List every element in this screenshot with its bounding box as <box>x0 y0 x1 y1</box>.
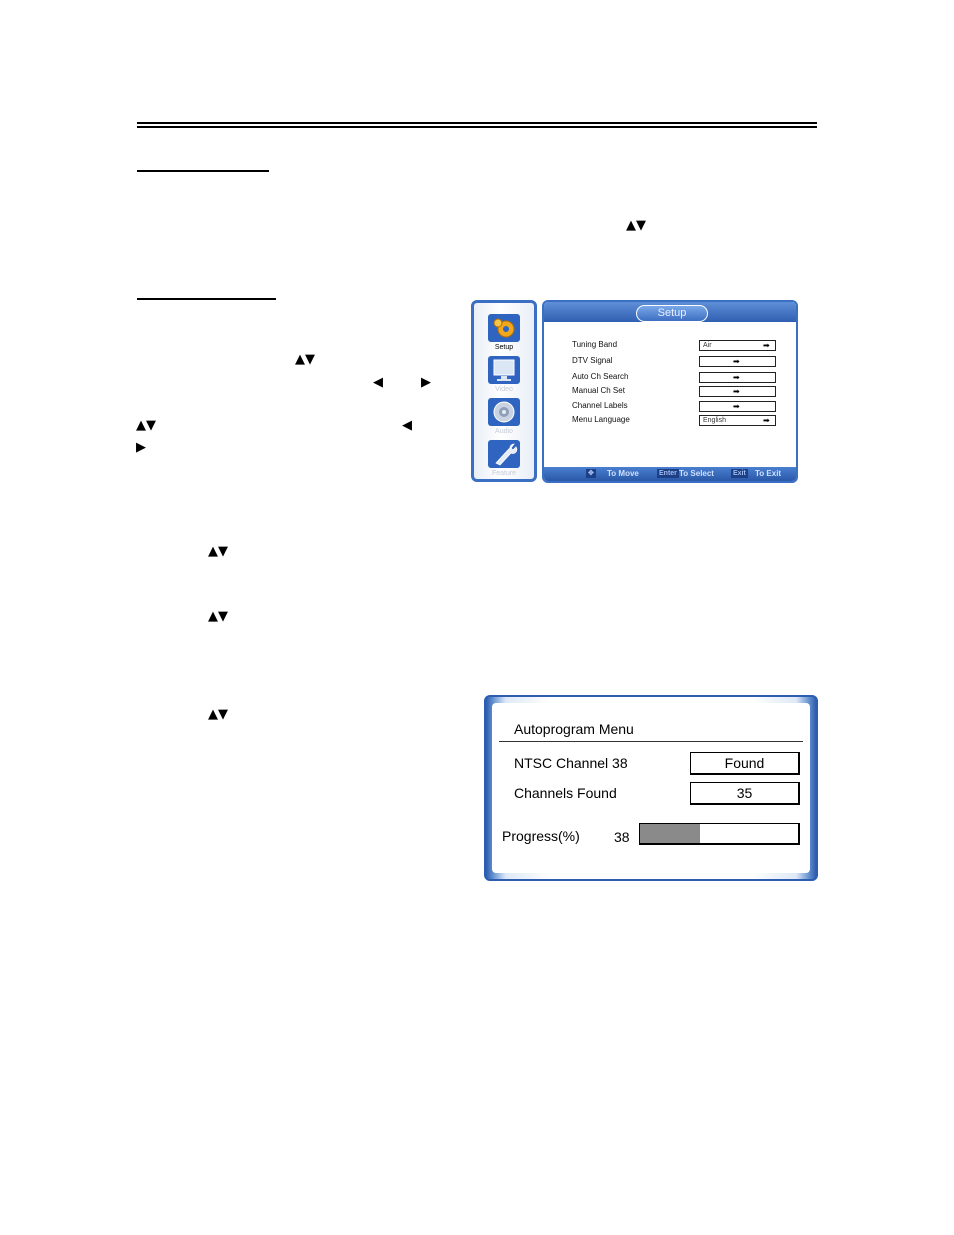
exit-key-badge: Exit <box>733 470 746 477</box>
sidebar-item-audio[interactable] <box>474 397 534 436</box>
setting-value-channel-labels[interactable] <box>699 401 776 412</box>
right-arrow-icon: ▶ <box>136 440 146 455</box>
right-arrow-icon: ➡ <box>763 416 770 425</box>
channels-found-count-box: 35 <box>690 782 800 805</box>
left-arrow-icon: ◀ <box>402 418 412 433</box>
setting-value-manual-ch-set[interactable] <box>699 386 776 397</box>
up-down-arrows-icon: ▲▼ <box>626 218 646 233</box>
right-arrow-icon: ▶ <box>421 375 431 390</box>
setting-value-tuning-band[interactable]: Air ➡ <box>699 340 776 351</box>
section-2-heading-underline <box>137 298 276 300</box>
enter-key-badge: Enter <box>659 470 677 477</box>
gear-icon <box>487 313 521 343</box>
header-rule-top <box>137 122 817 124</box>
setup-osd-help-bar <box>544 467 796 481</box>
speaker-icon <box>487 397 521 427</box>
setting-label-manual-ch-set: Manual Ch Set <box>572 386 625 395</box>
up-down-arrows-icon: ▲▼ <box>208 544 228 559</box>
up-down-arrows-icon: ▲▼ <box>208 609 228 624</box>
left-arrow-icon: ◀ <box>373 375 383 390</box>
up-down-arrows-icon: ▲▼ <box>208 707 228 722</box>
right-arrow-icon: ➡ <box>733 402 740 411</box>
autoprogram-title: Autoprogram Menu <box>514 721 634 737</box>
autoprogram-divider <box>499 741 803 742</box>
setup-osd-sidebar <box>471 300 537 482</box>
setup-osd-title: Setup <box>636 305 708 322</box>
setting-label-auto-ch-search: Auto Ch Search <box>572 372 629 381</box>
move-keys-icon: ✥ <box>588 470 594 477</box>
sidebar-item-video[interactable] <box>474 355 534 394</box>
right-arrow-icon: ➡ <box>733 357 740 366</box>
autoprogram-panel <box>484 695 818 881</box>
setting-label-channel-labels: Channel Labels <box>572 401 628 410</box>
progress-value: 38 <box>614 829 630 845</box>
sidebar-item-label: Audio <box>495 428 513 435</box>
ntsc-channel-label: NTSC Channel 38 <box>514 755 628 771</box>
setup-osd-panel <box>542 300 798 483</box>
sidebar-item-setup[interactable] <box>474 313 534 352</box>
header-rule-bottom <box>137 126 817 128</box>
sidebar-item-feature[interactable] <box>474 439 534 478</box>
channel-status-box: Found <box>690 752 800 775</box>
autoprogram-content <box>492 703 810 873</box>
wrench-icon <box>487 439 521 469</box>
help-select: To Select <box>679 469 714 478</box>
help-exit: To Exit <box>755 469 782 478</box>
setting-value-auto-ch-search[interactable] <box>699 372 776 383</box>
progress-bar <box>639 823 800 845</box>
setup-osd-content <box>547 322 793 467</box>
setting-value-menu-language[interactable]: English ➡ <box>699 415 776 426</box>
sidebar-item-label: Video <box>495 386 513 393</box>
setting-label-tuning-band: Tuning Band <box>572 340 618 349</box>
help-move: To Move <box>607 469 639 478</box>
right-arrow-icon: ➡ <box>733 373 740 382</box>
monitor-icon <box>487 355 521 385</box>
section-1-heading-underline <box>137 170 269 172</box>
sidebar-item-label: Setup <box>494 344 514 351</box>
setting-label-dtv-signal: DTV Signal <box>572 356 613 365</box>
setting-label-menu-language: Menu Language <box>572 415 630 424</box>
right-arrow-icon: ➡ <box>733 387 740 396</box>
up-down-arrows-icon: ▲▼ <box>136 418 156 433</box>
progress-bar-fill <box>640 824 700 843</box>
up-down-arrows-icon: ▲▼ <box>295 352 315 367</box>
sidebar-item-label: Feature <box>491 470 517 477</box>
setting-value-dtv-signal[interactable] <box>699 356 776 367</box>
channels-found-label: Channels Found <box>514 785 617 801</box>
right-arrow-icon: ➡ <box>763 341 770 350</box>
progress-label: Progress(%) <box>502 828 580 844</box>
